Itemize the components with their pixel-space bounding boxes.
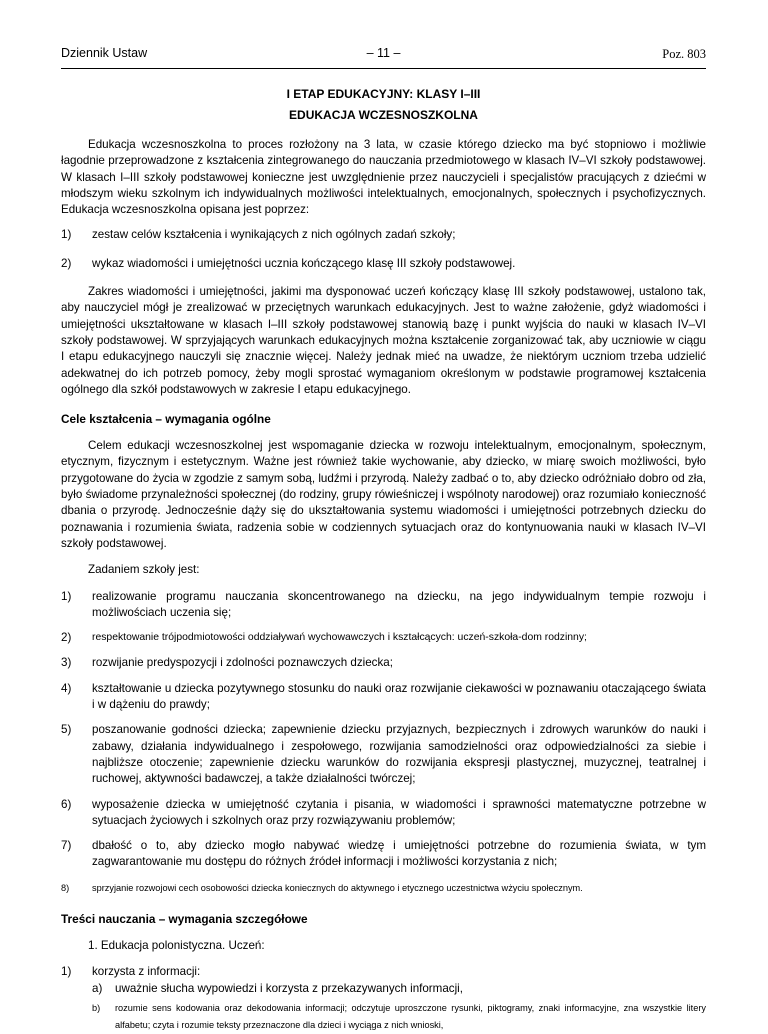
page-number: – 11 – <box>366 46 401 60</box>
list-item <box>61 797 706 830</box>
list-text: zestaw celów kształcenia i wynikających z nich ogólnych zadań szkoły; <box>92 228 456 242</box>
sub-list-item <box>92 981 706 997</box>
sub-list-text: rozumie sens kodowania oraz dekodowania informacji; odczytuje uproszczone rysunki, piktogramy, znaki informacyjne, zna wszystkie litery alfabetu; czyta i rozumie teksty przeznaczone dla dzieci i wyciąga z nich wnioski, <box>115 1002 706 1030</box>
list-number: 1) <box>61 965 72 979</box>
list-number: 3) <box>61 656 72 670</box>
list-text: korzysta z informacji: <box>92 965 201 979</box>
list-number: 1) <box>61 228 72 242</box>
position-number: Poz. 803 <box>662 47 706 61</box>
school-tasks-intro: Zadaniem szkoły jest: <box>88 563 200 577</box>
list-item <box>61 838 706 871</box>
list-item <box>61 964 706 980</box>
scope-paragraph: Zakres wiadomości i umiejętności, jakimi ma dysponować uczeń kończący klasę III szkoły podstawowej, ustalono tak, aby nauczyciel mógł je zrealizować w przeciętnych warunkach edukacyjnych. Jest to ważne założenie, gdyż wiadomości i umiejętności ukształtowane w klasach I–III szkoły podstawowej stanowią bazę i punkt wyjścia do nauki w klasach IV–VI szkoły podstawowej. W sprzyjających warunkach edukacyjnych można kształcenie zorganizować tak, aby uczniowie w ciągu I etapu edukacyjnego nauczyli się znacznie więcej. Należy jednak mieć na uwadze, że niektórym uczniom trzeba udzielić adekwatnej do ich potrzeb pomocy, żeby mogli sprostać wymaganiom określonym w podstawie programowej kształcenia ogólnego dla szkół podstawowych w zakresie I etapu edukacyjnego. <box>61 285 706 396</box>
list-text: rozwijanie predyspozycji i zdolności poznawczych dziecka; <box>92 656 393 670</box>
list-number: 5) <box>61 723 72 737</box>
list-item <box>61 655 706 671</box>
list-item <box>61 880 706 896</box>
list-text: wyposażenie dziecka w umiejętność czytania i pisania, w wiadomości i sprawności matematyczne potrzebne w sytuacjach życiowych i szkolnych oraz przy rozwiązywaniu problemów; <box>92 797 706 827</box>
list-text: respektowanie trójpodmiotowości oddziaływań wychowawczych i kształcących: uczeń-szkoła-dom rodzinny; <box>92 632 587 644</box>
list-item <box>61 227 706 243</box>
list-number: 6) <box>61 797 72 811</box>
list-text: poszanowanie godności dziecka; zapewnienie dziecku przyjaznych, bezpiecznych i zdrowych warunków do nauki i zabawy, działania indywidualnego i zespołowego, rozwijania samodzielności oraz odpowiedzialności za siebie i najbliższe otoczenie; zapewnienie dziecku warunków do rozwijania ekspresji plastycznej, muzycznej, teatralnej i ruchowej, aktywności badawczej, a także działalności twórczej; <box>92 723 706 786</box>
list-text: sprzyjanie rozwojowi cech osobowości dziecka koniecznych do aktywnego i etycznego uczestnictwa wżyciu społecznym. <box>92 882 583 893</box>
list-number: 2) <box>61 256 72 270</box>
list-number: 8) <box>61 882 70 893</box>
content-subheading: 1. Edukacja polonistyczna. Uczeń: <box>88 938 265 952</box>
list-item <box>61 630 706 646</box>
list-number: 1) <box>61 589 72 603</box>
page-header <box>61 44 706 69</box>
list-item <box>61 256 706 272</box>
sub-list-item <box>92 1000 706 1034</box>
sub-list-letter: a) <box>92 981 103 995</box>
list-item <box>61 681 706 714</box>
list-text: wykaz wiadomości i umiejętności ucznia kończącego klasę III szkoły podstawowej. <box>92 256 516 270</box>
list-number: 4) <box>61 681 72 695</box>
page-title: I ETAP EDUKACYJNY: KLASY I–III <box>286 87 481 101</box>
page-subtitle: EDUKACJA WCZESNOSZKOLNA <box>289 108 478 122</box>
list-text: realizowanie programu nauczania skoncentrowanego na dziecku, na jego indywidualnym tempie rozwoju i możliwościach uczenia się; <box>92 589 706 619</box>
list-text: kształtowanie u dziecka pozytywnego stosunku do nauki oraz rozwijanie ciekawości w poznawaniu otaczającego świata i w dążeniu do prawdy; <box>92 681 706 712</box>
list-number: 7) <box>61 839 72 853</box>
goals-heading: Cele kształcenia – wymagania ogólne <box>61 412 271 427</box>
journal-name: Dziennik Ustaw <box>61 46 148 60</box>
list-item <box>61 589 706 622</box>
list-item <box>61 722 706 787</box>
goals-paragraph: Celem edukacji wczesnoszkolnej jest wspomaganie dziecka w rozwoju intelektualnym, emocjonalnym, społecznym, etycznym, fizycznym i estetycznym. Ważne jest również takie wychowanie, aby dziecko, w miarę swoich możliwości, było przygotowane do życia w zgodzie z samym sobą, ludźmi i przyrodą. Należy zadbać o to, aby dziecko odróżniało dobro od zła, było świadome przynależności społecznej (do rodziny, grupy rówieśniczej i wspólnoty narodowej) oraz rozumiało konieczność dbania o przyrodę. Jednocześnie dąży się do ukształtowania systemu wiadomości i umiejętności potrzebnych dziecku do poznawania i rozumienia świata, radzenia sobie w codziennych sytuacjach oraz do kontynuowania nauki w klasach IV–VI szkoły podstawowej. <box>61 439 706 550</box>
sub-list-letter: b) <box>92 1002 101 1013</box>
intro-paragraph: Edukacja wczesnoszkolna to proces rozłożony na 3 lata, w czasie którego dziecko ma być stopniowo i możliwie łagodnie przeprowadzone z kształcenia zintegrowanego do nauczania przedmiotowego w klasach IV–VI szkoły podstawowej. W klasach I–III szkoły podstawowej konieczne jest uwzględnienie przez nauczycieli i specjalistów pracujących z dziećmi w młodszym wieku szkolnym ich indywidualnych możliwości intelektualnych, emocjonalnych, społecznych i psychofizycznych. Edukacja wczesnoszkolna opisana jest poprzez: <box>61 138 706 217</box>
sub-list-text: uważnie słucha wypowiedzi i korzysta z przekazywanych informacji, <box>115 981 463 995</box>
content-heading: Treści nauczania – wymagania szczegółowe <box>61 911 308 926</box>
list-number: 2) <box>61 631 72 645</box>
list-text: dbałość o to, aby dziecko mogło nabywać wiedzę i umiejętności potrzebne do rozumienia świata, w tym zagwarantowanie mu dostępu do różnych źródeł informacji i możliwości korzystania z nich; <box>92 839 706 869</box>
document-page <box>61 0 706 1034</box>
